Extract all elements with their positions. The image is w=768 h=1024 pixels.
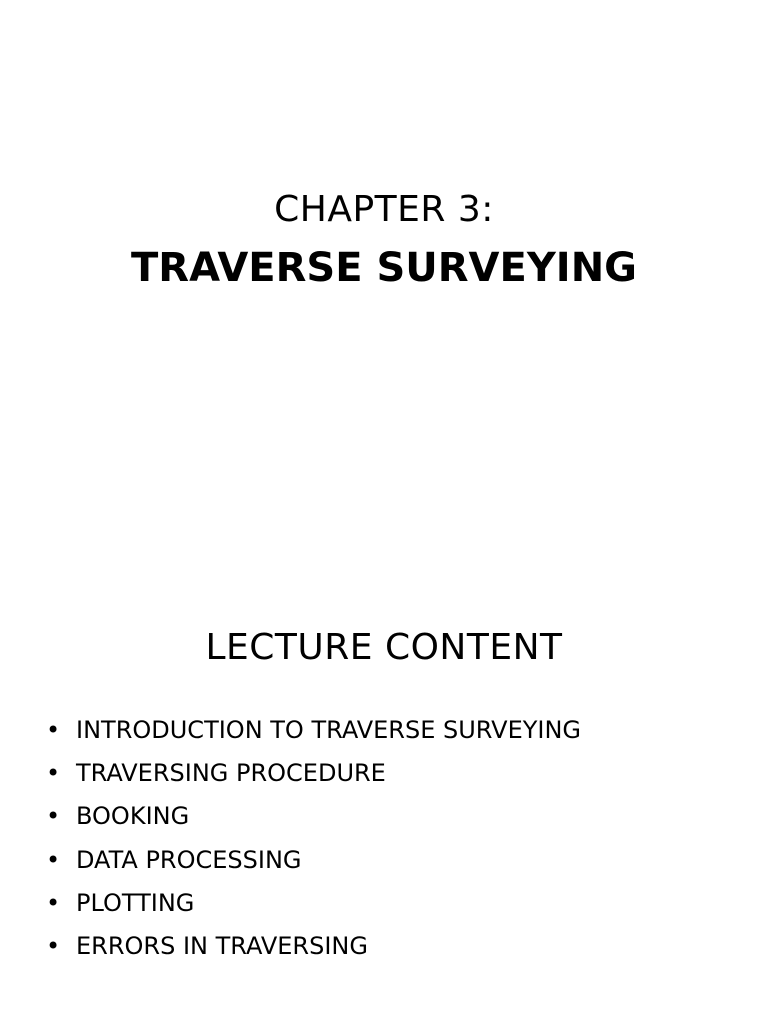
- list-item-label: PLOTTING: [76, 888, 195, 917]
- lecture-content-slide: [0, 512, 768, 1024]
- list-item-label: DATA PROCESSING: [76, 845, 302, 874]
- bullet-icon: •: [46, 716, 61, 744]
- bullet-icon: •: [46, 845, 61, 874]
- list-item: [46, 882, 746, 925]
- lecture-content-list: [46, 709, 746, 968]
- bullet-icon: •: [46, 931, 61, 960]
- chapter-label: CHAPTER 3:: [274, 189, 494, 230]
- list-item-label: INTRODUCTION TO TRAVERSE SURVEYING: [76, 716, 582, 744]
- list-item: [46, 752, 746, 795]
- bullet-icon: •: [46, 759, 61, 788]
- list-item: [46, 925, 746, 968]
- chapter-title: TRAVERSE SURVEYING: [131, 245, 637, 291]
- list-item: [46, 709, 746, 752]
- bullet-icon: •: [46, 888, 61, 917]
- list-item-label: TRAVERSING PROCEDURE: [76, 759, 386, 788]
- lecture-content-heading: LECTURE CONTENT: [205, 627, 563, 668]
- list-item-label: BOOKING: [76, 802, 190, 831]
- list-item: [46, 795, 746, 838]
- list-item-label: ERRORS IN TRAVERSING: [76, 931, 368, 960]
- list-item: [46, 839, 746, 882]
- bullet-icon: •: [46, 802, 61, 831]
